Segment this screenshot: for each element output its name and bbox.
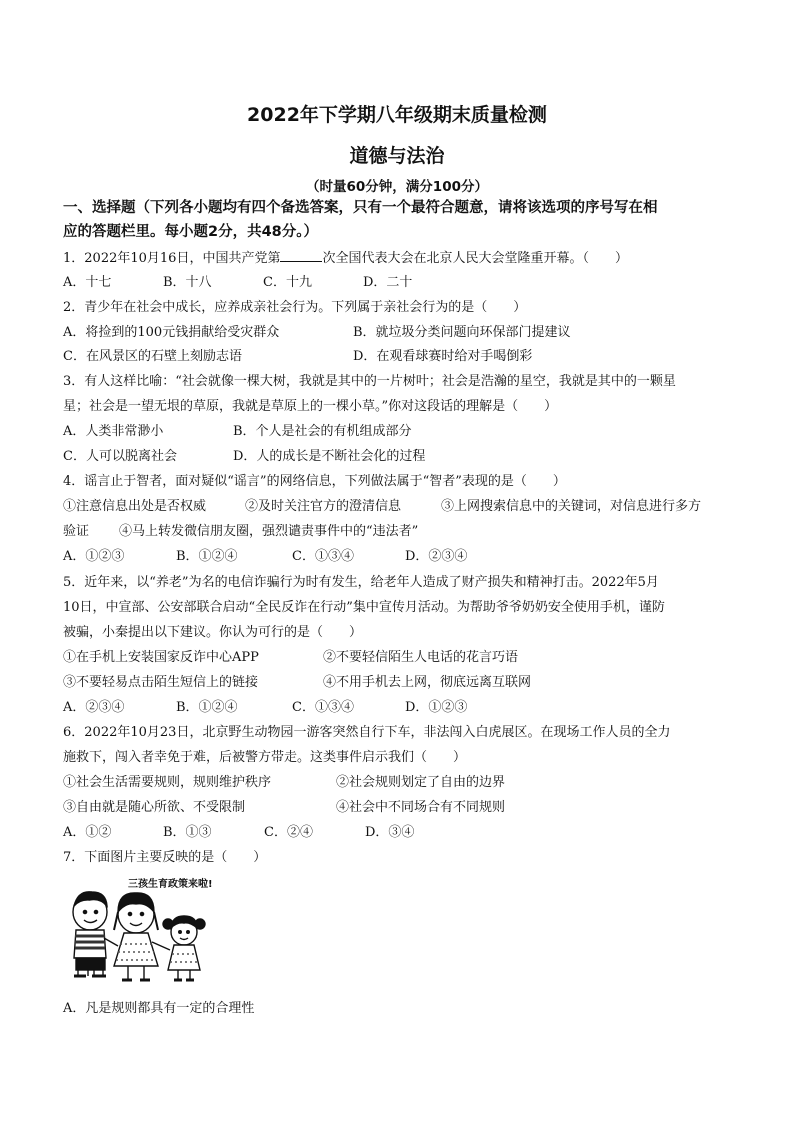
- q1-option-c: C．十九: [263, 275, 312, 290]
- question-7-stem: 7．下面图片主要反映的是（ ）: [63, 850, 267, 865]
- q2-option-c: C．在风景区的石壁上刻励志语: [63, 349, 242, 364]
- q4-option-b: B．①②④: [176, 549, 238, 564]
- q4-item-3: ③上网搜索信息中的关键词，对信息进行多方: [441, 499, 702, 514]
- q3-option-c: C．人可以脱离社会: [63, 449, 177, 464]
- question-4-stem: 4．谣言止于智者，面对疑似“谣言”的网络信息，下列做法属于“智者”表现的是（ ）: [63, 474, 566, 489]
- q3-option-a: A．人类非常渺小: [63, 424, 164, 439]
- q6-option-d: D．③④: [365, 825, 415, 840]
- q5-item-2: ②不要轻信陌生人电话的花言巧语: [323, 650, 519, 665]
- q5-item-1: ①在手机上安装国家反诈中心APP: [63, 650, 259, 665]
- q6-item-3: ③自由就是随心所欲、不受限制: [63, 800, 246, 815]
- q5-item-3: ③不要轻易点击陌生短信上的链接: [63, 675, 259, 690]
- q6-option-a: A．①②: [63, 825, 112, 840]
- q5-option-a: A．②③④: [63, 700, 125, 715]
- question-1-stem: 1．2022年10月16日，中国共产党第 次全国代表大会在北京人民大会堂隆重开幕。（ ）: [63, 251, 628, 266]
- q5-item-4: ④不用手机去上网，彻底远离互联网: [323, 675, 532, 690]
- q1-option-b: B．十八: [163, 275, 212, 290]
- answer-blank: [280, 249, 322, 262]
- q1-option-a: A．十七: [63, 275, 112, 290]
- exam-title: 2022年下学期八年级期末质量检测: [247, 104, 547, 126]
- q6-item-1: ①社会生活需要规则，规则维护秩序: [63, 775, 272, 790]
- question-3-stem: 3．有人这样比喻：“社会就像一棵大树，我就是其中的一片树叶；社会是浩瀚的星空，我就是其中的一颗星: [63, 374, 676, 389]
- question-2-stem: 2．青少年在社会中成长，应养成亲社会行为。下列属于亲社会行为的是（ ）: [63, 300, 527, 315]
- q5-option-d: D．①②③: [405, 700, 468, 715]
- question-6-stem: 6．2022年10月23日，北京野生动物园一游客突然自行下车，非法闯入白虎展区。在现场工作人员的全力: [63, 725, 671, 740]
- q6-item-2: ②社会规则划定了自由的边界: [336, 775, 506, 790]
- section-heading: 一、选择题（下列各小题均有四个备选答案，只有一个最符合题意，请将该选项的序号写在相: [63, 200, 658, 216]
- q5-option-b: B．①②④: [176, 700, 238, 715]
- section-heading-cont: 应的答题栏里。每小题2分，共48分。）: [63, 224, 319, 240]
- question-5-stem-cont2: 被骗，小秦提出以下建议。你认为可行的是（ ）: [63, 625, 363, 640]
- q4-option-d: D．②③④: [405, 549, 468, 564]
- q1-option-d: D．二十: [363, 275, 413, 290]
- question-3-stem-cont: 星；社会是一望无垠的草原，我就是草原上的一棵小草。”你对这段话的理解是（ ）: [63, 399, 558, 414]
- q4-option-a: A．①②③: [63, 549, 125, 564]
- question-5-stem: 5．近年来，以“养老”为名的电信诈骗行为时有发生，给老年人造成了财产损失和精神打击。2022年5月: [63, 575, 659, 590]
- q6-item-4: ④社会中不同场合有不同规则: [336, 800, 506, 815]
- question-5-stem-cont: 10日，中宣部、公安部联合启动“全民反诈在行动”集中宣传月活动。为帮助爷爷奶奶安全使用手机，谨防: [63, 600, 665, 615]
- q2-option-a: A．将捡到的100元钱捐献给受灾群众: [63, 325, 280, 340]
- q3-option-d: D．人的成长是不断社会化的过程: [233, 449, 426, 464]
- q2-option-d: D．在观看球赛时给对手喝倒彩: [353, 349, 533, 364]
- q4-item-4: ④马上转发微信朋友圈，强烈谴责事件中的“违法者”: [119, 524, 419, 539]
- q4-option-c: C．①③④: [292, 549, 354, 564]
- exam-meta: （时量60分钟，满分100分）: [306, 179, 488, 195]
- q2-option-b: B．就垃圾分类问题向环保部门提建议: [353, 325, 571, 340]
- q4-item-2: ②及时关注官方的澄清信息: [245, 499, 402, 514]
- q6-option-b: B．①③: [163, 825, 212, 840]
- subject-title: 道德与法治: [349, 145, 445, 167]
- q5-option-c: C．①③④: [292, 700, 354, 715]
- q4-item-3-cont: 验证: [63, 524, 90, 539]
- q6-option-c: C．②④: [264, 825, 313, 840]
- q3-option-b: B．个人是社会的有机组成部分: [233, 424, 412, 439]
- question-6-stem-cont: 施救下，闯入者幸免于难，后被警方带走。这类事件启示我们（ ）: [63, 750, 467, 765]
- illustration-caption: 三孩生育政策来啦!: [128, 879, 213, 890]
- q4-item-1: ①注意信息出处是否权威: [63, 499, 207, 514]
- q7-option-a: A．凡是规则都具有一定的合理性: [63, 1001, 255, 1016]
- three-child-policy-illustration: [66, 872, 224, 990]
